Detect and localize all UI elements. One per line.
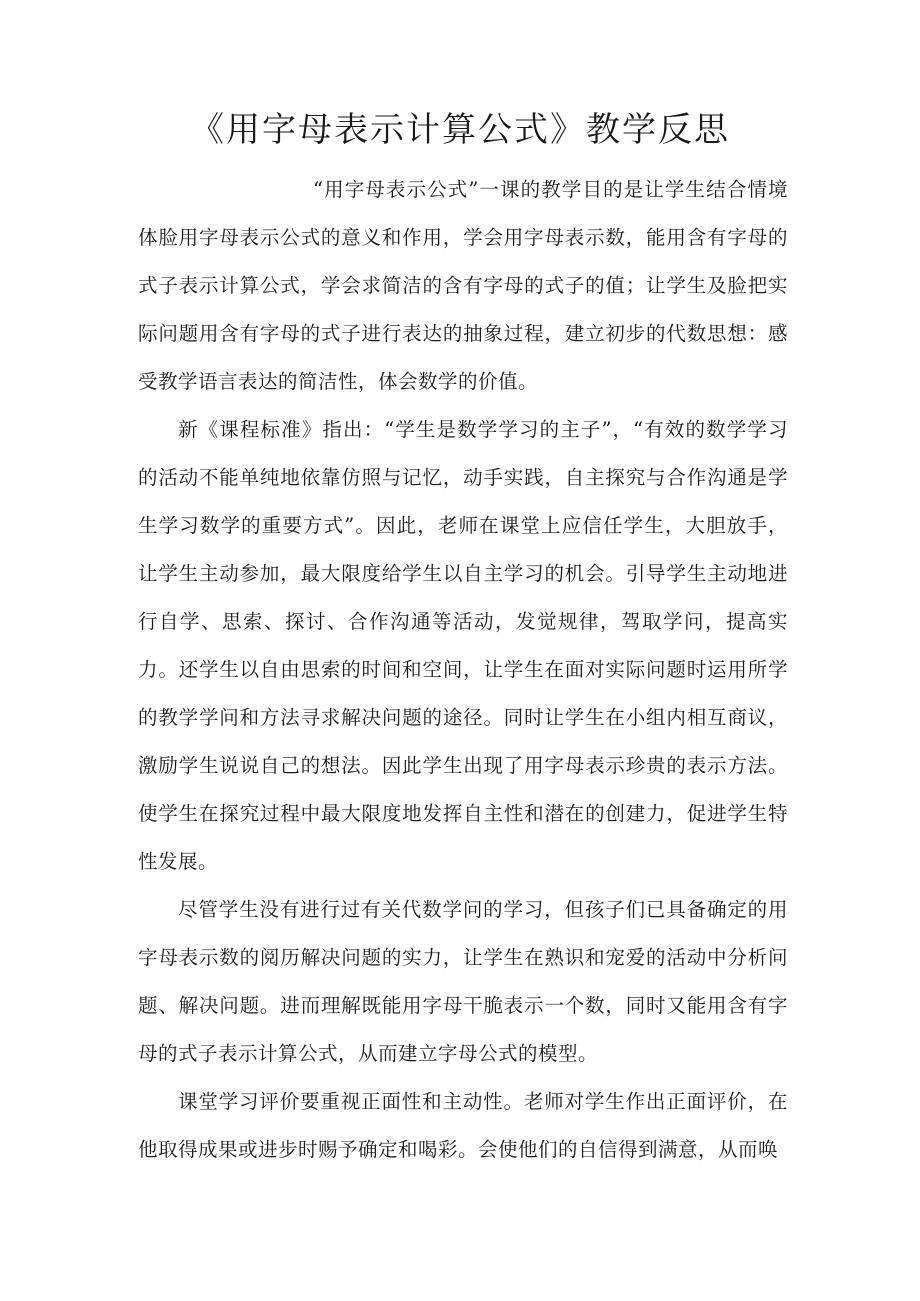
paragraph-4: 课堂学习评价要重视正面性和主动性。老师对学生作出正面评价，在他取得成果或进步时赐予确定和喝彩。会使他们的自信得到满意，从而唤 xyxy=(138,1090,788,1161)
document-body xyxy=(138,166,788,1174)
paragraph-2: 新《课程标准》指出：“学生是数学学习的主子”，“有效的数学学习的活动不能单纯地依靠仿照与记忆，动手实践，自主探究与合作沟通是学生学习数学的重要方式”。因此，老师在课堂上应信任学生，大胆放手，让学生主动参加，最大限度给学生以自主学习的机会。引导学生主动地进行自学、思索、探讨、合作沟通等活动，发觉规律，驾取学问，提高实力。还学生以自由思索的时间和空间，让学生在面对实际问题时运用所学的教学学问和方法寻求解决问题的途径。同时让学生在小组内相互商议，激励学生说说自己的想法。因此学生出现了用字母表示珍贵的表示方法。使学生在探究过程中最大限度地发挥自主性和潜在的创建力，促进学生特性发展。 xyxy=(138,418,788,873)
document-title: 《用字母表示计算公式》教学反思 xyxy=(190,110,730,150)
paragraph-1: “用字母表示公式”一课的教学目的是让学生结合情境体脸用字母表示公式的意义和作用，学会用字母表示数，能用含有字母的式子表示计算公式，学会求简洁的含有字母的式子的值；让学生及脸把实际问题用含有字母的式子进行表达的抽象过程，建立初步的代数思想：感受教学语言表达的简洁性，体会数学的价值。 xyxy=(138,178,788,393)
paragraph-3: 尽管学生没有进行过有关代数学问的学习，但孩子们已具备确定的用字母表示数的阅历解决问题的实力，让学生在熟识和宠爱的活动中分析问题、解决问题。进而理解既能用字母干脆表示一个数，同时又能用含有字母的式子表示计算公式，从而建立字母公式的模型。 xyxy=(138,898,788,1065)
